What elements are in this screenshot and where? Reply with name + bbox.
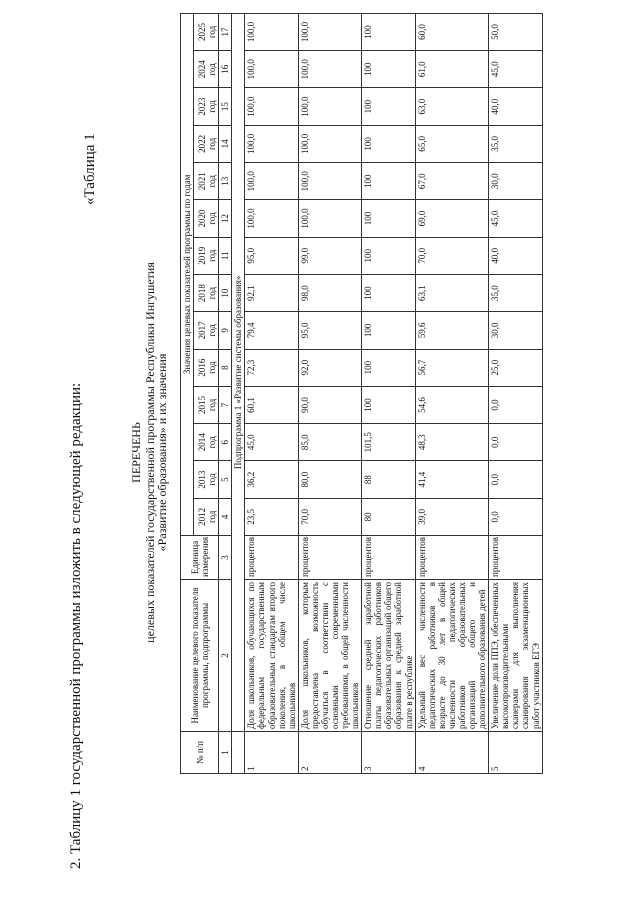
value-cell: 45,0 — [489, 200, 542, 237]
header-year: 2020 год — [194, 200, 219, 237]
value-cell: 100 — [362, 200, 415, 237]
unit: процентов — [415, 536, 489, 580]
header-unit: Единица измерения — [181, 536, 219, 580]
unit: процентов — [489, 536, 542, 580]
row-num: 1 — [245, 732, 298, 774]
value-cell: 0,0 — [489, 498, 542, 535]
table-row — [362, 13, 415, 773]
value-cell: 88 — [362, 461, 415, 498]
header-values-group: Значения целевых показателей программы по годам — [181, 13, 194, 535]
value-cell: 100 — [362, 13, 415, 50]
indicator-name: Удельный вес численности педагогических работников в возрасте до 30 лет в общей численности педагогических работников образовательных организаций общего и дополнительного образования детей — [415, 580, 489, 732]
value-cell: 39,0 — [415, 498, 489, 535]
header-year: 2017 год — [194, 312, 219, 349]
value-cell: 80,0 — [298, 461, 361, 498]
column-number: 7 — [219, 386, 232, 423]
value-cell: 100,0 — [245, 200, 298, 237]
header-year: 2021 год — [194, 163, 219, 200]
value-cell: 100 — [362, 237, 415, 274]
value-cell: 70,0 — [298, 498, 361, 535]
value-cell: 59,6 — [415, 312, 489, 349]
value-cell: 100,0 — [298, 163, 361, 200]
indicators-table — [180, 13, 543, 774]
value-cell: 100,0 — [298, 13, 361, 50]
header-year: 2014 год — [194, 424, 219, 461]
doc-subtitle-2: «Развитие образования» и их значения — [155, 353, 169, 552]
value-cell: 35,0 — [489, 125, 542, 162]
value-cell: 67,0 — [415, 163, 489, 200]
intro-text: 2. Таблицу 1 государственной программы изложить в следующей редакции: — [68, 382, 84, 869]
column-number: 6 — [219, 424, 232, 461]
value-cell: 30,0 — [489, 163, 542, 200]
value-cell: 100,0 — [245, 163, 298, 200]
value-cell: 65,0 — [415, 125, 489, 162]
header-year: 2012 год — [194, 498, 219, 535]
indicator-name: Доля школьников, обучающихся по федеральным государственным образовательным стандартам второго поколения, в общем числе школьников — [245, 580, 298, 732]
value-cell: 35,0 — [489, 274, 542, 311]
unit: процентов — [245, 536, 298, 580]
value-cell: 100 — [362, 349, 415, 386]
column-number: 10 — [219, 274, 232, 311]
value-cell: 90,0 — [298, 386, 361, 423]
column-number: 8 — [219, 349, 232, 386]
value-cell: 50,0 — [489, 13, 542, 50]
value-cell: 23,5 — [245, 498, 298, 535]
value-cell: 95,0 — [245, 237, 298, 274]
value-cell: 45,0 — [245, 424, 298, 461]
value-cell: 100,0 — [245, 13, 298, 50]
value-cell: 56,7 — [415, 349, 489, 386]
row-num: 5 — [489, 732, 542, 774]
value-cell: 41,4 — [415, 461, 489, 498]
value-cell: 61,0 — [415, 51, 489, 88]
table-row — [298, 13, 361, 773]
header-year: 2015 год — [194, 386, 219, 423]
column-number: 1 — [219, 732, 232, 774]
column-numbers-row — [219, 13, 232, 773]
value-cell: 70,0 — [415, 237, 489, 274]
value-cell: 25,0 — [489, 349, 542, 386]
row-num: 4 — [415, 732, 489, 774]
header-year: 2025 год — [194, 13, 219, 50]
value-cell: 100 — [362, 163, 415, 200]
row-num: 3 — [362, 732, 415, 774]
value-cell: 48,3 — [415, 424, 489, 461]
value-cell: 92,0 — [298, 349, 361, 386]
doc-title: ПЕРЕЧЕНЬ — [129, 422, 143, 483]
value-cell: 98,0 — [298, 274, 361, 311]
value-cell: 40,0 — [489, 237, 542, 274]
unit: процентов — [298, 536, 361, 580]
value-cell: 69,0 — [415, 200, 489, 237]
subprogram-row — [232, 13, 245, 773]
column-number: 17 — [219, 13, 232, 50]
indicator-name: Доля школьников, которым предоставлена возможность обучаться в соответствии с основными современными требованиями, в общей численности школьников — [298, 580, 361, 732]
table-row — [489, 13, 542, 773]
value-cell: 100 — [362, 312, 415, 349]
column-number: 2 — [219, 580, 232, 732]
value-cell: 101,5 — [362, 424, 415, 461]
header-year: 2024 год — [194, 51, 219, 88]
column-number: 13 — [219, 163, 232, 200]
column-number: 12 — [219, 200, 232, 237]
value-cell: 30,0 — [489, 312, 542, 349]
table-row — [245, 13, 298, 773]
value-cell: 85,0 — [298, 424, 361, 461]
value-cell: 63,0 — [415, 88, 489, 125]
value-cell: 0,0 — [489, 386, 542, 423]
column-number: 11 — [219, 237, 232, 274]
header-year: 2023 год — [194, 88, 219, 125]
value-cell: 40,0 — [489, 88, 542, 125]
value-cell: 100,0 — [245, 51, 298, 88]
value-cell: 100,0 — [298, 125, 361, 162]
subprogram-title: Подпрограмма 1 «Развитие системы образования» — [232, 13, 245, 731]
header-year: 2018 год — [194, 274, 219, 311]
indicator-name: Увеличение доли ППЭ, обеспеченных высокопроизводительными сканерами для выполнения сканирования экзаменационных работ участников ЕГЭ — [489, 580, 542, 732]
header-num: № п/п — [181, 732, 219, 774]
value-cell: 100,0 — [298, 51, 361, 88]
column-number: 5 — [219, 461, 232, 498]
value-cell: 72,3 — [245, 349, 298, 386]
value-cell: 36,2 — [245, 461, 298, 498]
table-label: «Таблица 1 — [82, 133, 98, 205]
value-cell: 100,0 — [245, 125, 298, 162]
row-num: 2 — [298, 732, 361, 774]
value-cell: 79,4 — [245, 312, 298, 349]
value-cell: 0,0 — [489, 424, 542, 461]
value-cell: 54,6 — [415, 386, 489, 423]
header-year: 2019 год — [194, 237, 219, 274]
header-year: 2013 год — [194, 461, 219, 498]
header-year: 2022 год — [194, 125, 219, 162]
table-body — [245, 13, 542, 773]
value-cell: 100 — [362, 125, 415, 162]
header-year: 2016 год — [194, 349, 219, 386]
column-number: 15 — [219, 88, 232, 125]
value-cell: 80 — [362, 498, 415, 535]
value-cell: 60,0 — [415, 13, 489, 50]
value-cell: 0,0 — [489, 461, 542, 498]
table-row — [415, 13, 489, 773]
column-number: 3 — [219, 536, 232, 580]
header-name: Наименование целевого показателя программы, подпрограммы — [181, 580, 219, 732]
value-cell: 92,1 — [245, 274, 298, 311]
value-cell: 100,0 — [298, 88, 361, 125]
value-cell: 100,0 — [298, 200, 361, 237]
header-row-1 — [181, 13, 194, 773]
value-cell: 95,0 — [298, 312, 361, 349]
value-cell: 100 — [362, 51, 415, 88]
value-cell: 63,1 — [415, 274, 489, 311]
column-number: 16 — [219, 51, 232, 88]
column-number: 9 — [219, 312, 232, 349]
indicator-name: Отношение средней заработной платы педагогических работников образовательных организаций общего образования к средней заработной плате в республике — [362, 580, 415, 732]
value-cell: 99,0 — [298, 237, 361, 274]
column-number: 4 — [219, 498, 232, 535]
value-cell: 100 — [362, 274, 415, 311]
doc-subtitle-1: целевых показателей государственной программы Республики Ингушетия — [143, 262, 157, 643]
value-cell: 60,1 — [245, 386, 298, 423]
value-cell: 100,0 — [245, 88, 298, 125]
column-number: 14 — [219, 125, 232, 162]
unit: процентов — [362, 536, 415, 580]
value-cell: 45,0 — [489, 51, 542, 88]
value-cell: 100 — [362, 88, 415, 125]
value-cell: 100 — [362, 386, 415, 423]
